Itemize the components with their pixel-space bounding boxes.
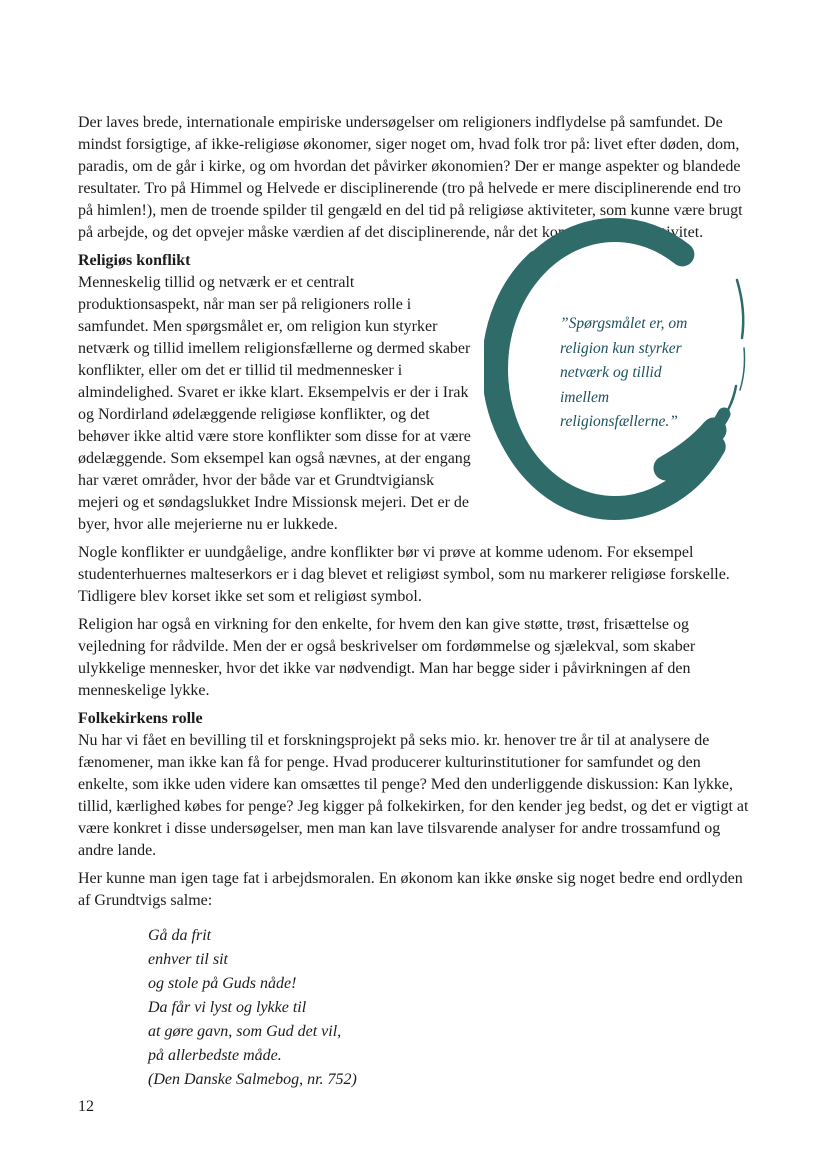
section-religios-konflikt <box>78 250 754 542</box>
hymn-line: (Den Danske Salmebog, nr. 752) <box>148 1071 357 1088</box>
pull-quote-line: imellem <box>560 388 610 406</box>
pull-quote-figure <box>484 218 754 524</box>
hymn-line: Gå da frit <box>148 927 212 944</box>
paragraph-religios-konflikt: Menneskelig tillid og netværk er et centralt produktionsaspekt, når man ser på religioners rolle i samfundet. Men spørgsmålet er, om religion kun styrker netværk og tillid imellem religionsfællerne og dermed skaber konflikter, eller om det er tillid til medmennesker i almindelighed. Svaret er ikke klart. Eksempelvis er der i Irak og Nordirland ødelæggende religiøse konflikter, og det behøver ikke altid være store konflikter som disse for at være ødelæggende. Som eksempel kan også nævnes, at der engang har været områder, hvor der både var et Grundtvigiansk mejeri og et søndagslukket Indre Missionsk mejeri. Det er de byer, hvor alle mejerierne nu er lukkede. <box>78 274 471 533</box>
paragraph-folkekirken: Nu har vi fået en bevilling til et forskningsprojekt på seks mio. kr. henover tre år til at analysere de fænomener, man ikke kan få for penge. Hvad producerer kulturinstitutioner for samfundet og den enkelte, som ikke uden videre kan omsættes til penge? Med den underliggende diskussion: Kan lykke, tillid, kærlighed købes for penge? Jeg kigger på folkekirken, for den kender jeg bedst, og det er vigtigt at være konkret i disse undersøgelser, men man kan lave tilsvarende analyser for andre trossamfund og andre lande. <box>78 732 749 859</box>
paragraph-arbejdsmoral: Her kunne man igen tage fat i arbejdsmoralen. En økonom kan ikke ønske sig noget bedre end ordlyden af Grundtvigs salme: <box>78 870 743 909</box>
page-number: 12 <box>78 1098 94 1115</box>
pull-quote-line: netværk og tillid <box>560 364 662 381</box>
pull-quote-line: religionsfællerne.” <box>560 413 678 430</box>
hymn-line: Da får vi lyst og lykke til <box>148 999 307 1016</box>
hymn-line: enhver til sit <box>148 951 228 968</box>
paragraph-intro: Der laves brede, internationale empiriske undersøgelser om religioners indflydelse på samfundet. De mindst forsigtige, af ikke-religiøse økonomer, siger noget om, hvad folk tror på: livet efter døden, dom, paradis, om de går i kirke, og om hvordan det påvirker økonomien? Der er mange aspekter og blandede resultater. Tro på Himmel og Helvede er disciplinerende (tro på helvede er mere disciplinerende end tro på himlen!), men de troende spilder til gengæld en del tid på religiøse aktiviteter, som kunne være brugt på arbejde, og det opvejer måske værdien af det disciplinerende, når det kommer til produktivitet. <box>78 114 743 241</box>
heading-folkekirkens-rolle: Folkekirkens rolle <box>78 710 203 727</box>
heading-religios-konflikt: Religiøs konflikt <box>78 252 191 269</box>
paragraph-konflikter: Nogle konflikter er uundgåelige, andre konflikter bør vi prøve at komme udenom. For eksempel studenterhuernes malteserkors er i dag blevet et religiøst symbol, som nu markerer religiøse forskelle. Tidligere blev korset ikke set som et religiøst symbol. <box>78 544 730 605</box>
hymn-quote <box>148 924 754 1092</box>
hymn-line: og stole på Guds nåde! <box>148 975 297 992</box>
pull-quote-line: religion kun styrker <box>560 339 682 357</box>
hymn-line: på allerbedste måde. <box>148 1047 282 1064</box>
body-text-column <box>78 112 754 1092</box>
pull-quote-line: ”Spørgsmålet er, om <box>560 315 688 332</box>
paragraph-virkning: Religion har også en virkning for den enkelte, for hvem den kan give støtte, trøst, frisættelse og vejledning for rådvilde. Men der er også beskrivelser om fordømmelse og sjælekval, som skaber ulykkelige mennesker, hvor det ikke var nødvendigt. Man har begge sider i påvirkningen af den menneskelige lykke. <box>78 616 696 699</box>
hymn-line: at gøre gavn, som Gud det vil, <box>148 1023 342 1040</box>
pull-quote <box>560 312 732 435</box>
